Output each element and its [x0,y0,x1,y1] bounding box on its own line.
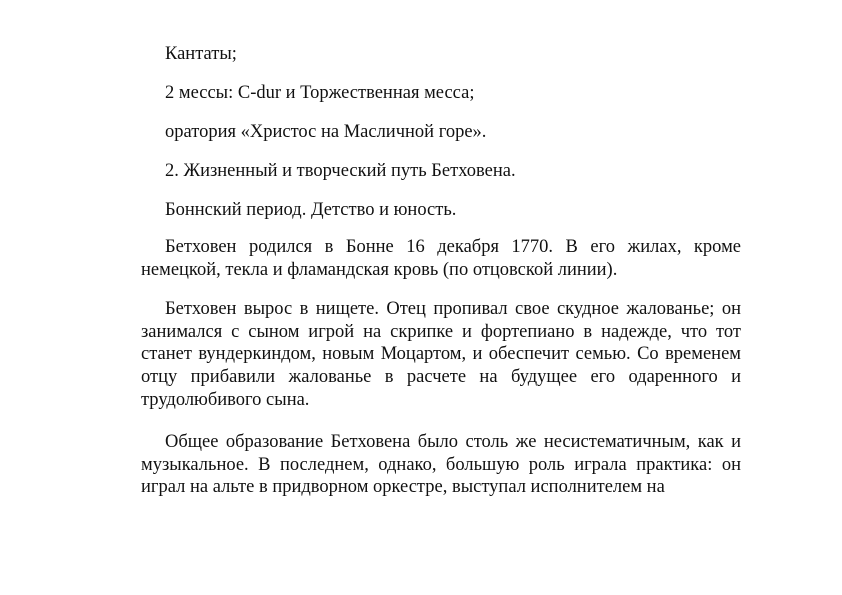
paragraph-childhood: Бетховен вырос в нищете. Отец пропивал свое скудное жалованье; он занимался с сыном игрой на скрипке и фортепиано в надежде, что тот станет вундеркиндом, новым Моцартом, и обеспечит семью. Со временем отцу прибавили жалованье в расчете на будущее его одаренного и трудолюбивого сына. [141,299,741,410]
paragraph-birth: Бетховен родился в Бонне 16 декабря 1770. В его жилах, кроме немецкой, текла и фламандская кровь (по отцовской линии). [141,237,741,280]
section-heading: 2. Жизненный и творческий путь Бетховена. [165,161,516,181]
list-line-masses: 2 мессы: C-dur и Торжественная месса; [165,83,475,103]
subsection-heading: Боннский период. Детство и юность. [165,200,457,220]
list-line-cantatas: Кантаты; [165,44,237,64]
paragraph-education: Общее образование Бетховена было столь же несистематичным, как и музыкальное. В последнем, однако, большую роль играла практика: он играл на альте в придворном оркестре, выступал исполнителем на [141,432,741,498]
list-line-oratorio: оратория «Христос на Масличной горе». [165,122,487,142]
